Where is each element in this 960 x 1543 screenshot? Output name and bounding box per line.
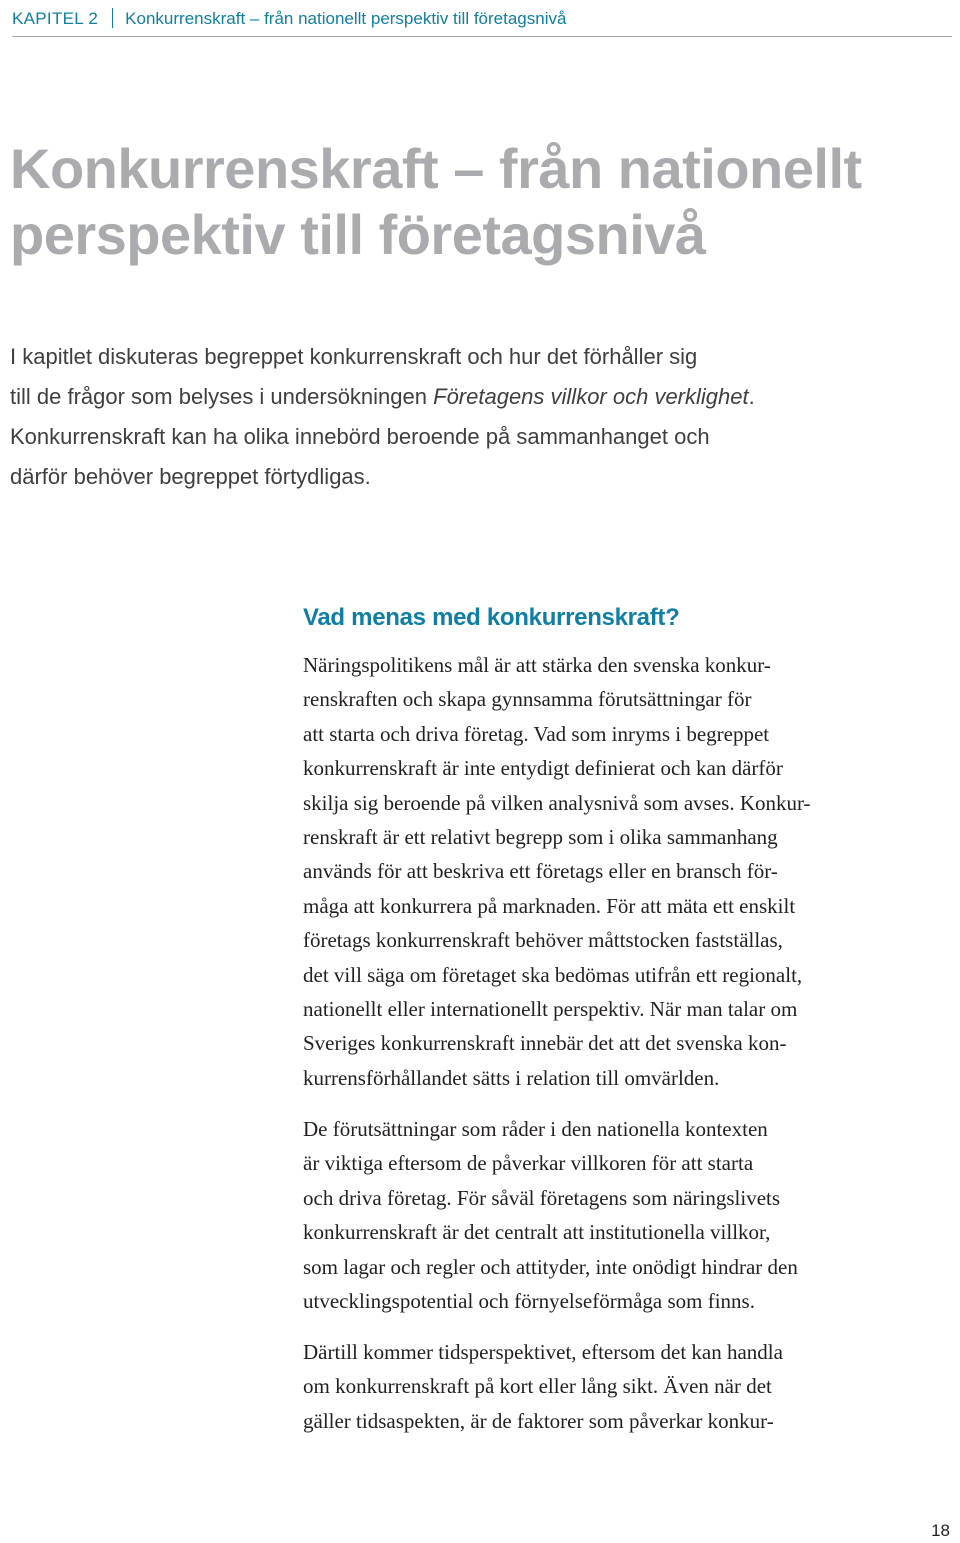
section-heading: Vad menas med konkurrenskraft?: [303, 604, 680, 631]
text-line: att starta och driva företag. Vad som inryms i begreppet: [303, 721, 770, 746]
page-number: 18: [931, 1521, 950, 1540]
text-line: företags konkurrenskraft behöver måttstocken fastställas,: [303, 928, 783, 953]
text-line: om konkurrenskraft på kort eller lång sikt. Även när det: [303, 1374, 772, 1399]
chapter-title: Konkurrenskraft – från nationellt perspektiv till företagsnivå: [125, 9, 567, 28]
running-header: [12, 8, 952, 37]
body-paragraph-3: [303, 1335, 958, 1438]
text-line: De förutsättningar som råder i den nationella kontexten: [303, 1117, 768, 1141]
text-line: konkurrenskraft är det centralt att institutionella villkor,: [303, 1220, 771, 1245]
body-paragraph-2: [303, 1112, 958, 1318]
body-paragraph-1: [303, 648, 958, 1095]
lead-line: I kapitlet diskuteras begreppet konkurrenskraft och hur det förhåller sig: [10, 344, 698, 369]
text-line: konkurrenskraft är inte entydigt definierat och kan därför: [303, 756, 783, 781]
text-line: och driva företag. För såväl företagens som näringslivets: [303, 1185, 781, 1210]
text-line: det vill säga om företaget ska bedömas utifrån ett regionalt,: [303, 962, 803, 987]
publication-title: Företagens villkor och verklighet: [433, 384, 749, 409]
text-line: är viktiga eftersom de påverkar villkoren för att starta: [303, 1151, 754, 1176]
text-line: utvecklingspotential och förnyelseförmåga som finns.: [303, 1289, 755, 1314]
header-divider: [112, 8, 113, 28]
lead-line: Konkurrenskraft kan ha olika innebörd beroende på sammanhanget och: [10, 424, 710, 449]
page-title-line: Konkurrenskraft – från nationellt: [10, 137, 862, 200]
lead-line: därför behöver begreppet förtydligas.: [10, 464, 371, 489]
text-line: nationellt eller internationellt perspektiv. När man talar om: [303, 997, 798, 1022]
chapter-label: KAPITEL 2: [12, 9, 99, 28]
lead-line-suffix: .: [748, 384, 755, 409]
text-line: Därtill kommer tidsperspektivet, eftersom det kan handla: [303, 1340, 783, 1364]
text-line: Näringspolitikens mål är att stärka den svenska konkur-: [303, 653, 771, 677]
text-line: renskraften och skapa gynnsamma förutsättningar för: [303, 687, 752, 712]
text-line: kurrensförhållandet sätts i relation till omvärlden.: [303, 1065, 720, 1090]
lead-paragraph: [10, 337, 950, 497]
text-line: renskraft är ett relativt begrepp som i olika sammanhang: [303, 825, 778, 850]
text-line: gäller tidsaspekten, är de faktorer som påverkar konkur-: [303, 1408, 774, 1433]
text-line: används för att beskriva ett företags eller en bransch för-: [303, 859, 778, 884]
text-line: skilja sig beroende på vilken analysnivå som avses. Konkur-: [303, 790, 811, 815]
lead-line-prefix: till de frågor som belyses i undersökningen: [10, 384, 434, 409]
page-title-line: perspektiv till företagsnivå: [10, 203, 706, 266]
text-line: måga att konkurrera på marknaden. För att mäta ett enskilt: [303, 893, 796, 918]
text-line: som lagar och regler och attityder, inte onödigt hindrar den: [303, 1254, 798, 1279]
page-title: [10, 136, 955, 268]
text-line: Sveriges konkurrenskraft innebär det att det svenska kon-: [303, 1031, 787, 1056]
